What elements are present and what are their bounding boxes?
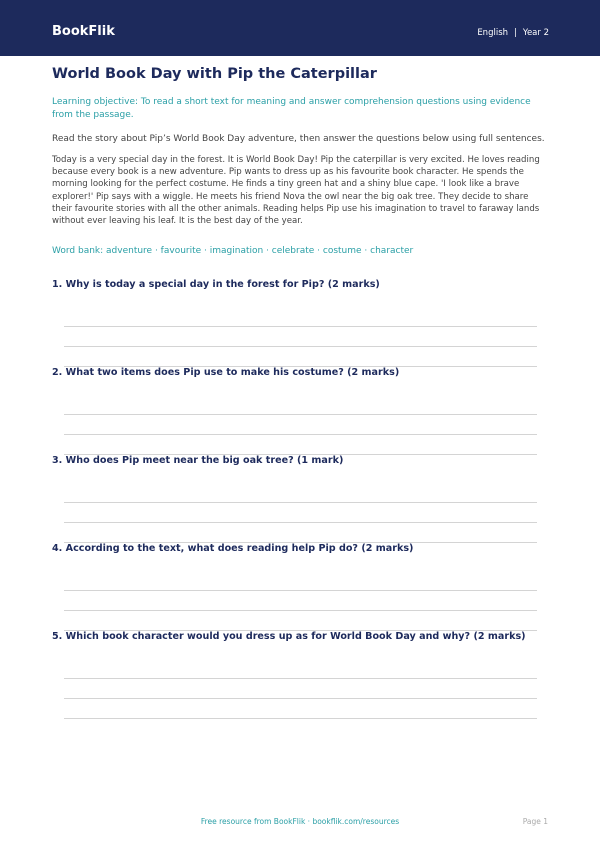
word-bank: Word bank: adventure · favourite · imagination · celebrate · costume · character	[52, 246, 414, 256]
learning-objective: Learning objective: To read a short text for meaning and answer comprehension questions using evidence from the passage.	[52, 97, 531, 120]
answer-line[interactable]	[64, 522, 537, 523]
story-passage: Today is a very special day in the forest. It is World Book Day! Pip the caterpillar is very excited. He loves reading because every book is a new adventure. Pip wants to dress up as his favourite book character. He spends the morning looking for the perfect costume. He finds a tiny green hat and a shiny blue cape. 'I look like a brave explorer!' Pip says with a wiggle. He meets his friend Nova the owl near the big oak tree. They decide to share their favourite stories with all the other animals. Reading helps Pip use his imagination to travel to faraway lands without ever leaving his leaf. It is the best day of the year.	[52, 155, 540, 227]
answer-line[interactable]	[64, 502, 537, 503]
answer-line[interactable]	[64, 346, 537, 347]
question-4: 4. According to the text, what does reading help Pip do? (2 marks)	[52, 543, 414, 554]
intro-text: Read the story about Pip’s World Book Day adventure, then answer the questions below using full sentences.	[52, 134, 545, 144]
answer-line[interactable]	[64, 434, 537, 435]
question-2: 2. What two items does Pip use to make his costume? (2 marks)	[52, 367, 400, 378]
question-1: 1. Why is today a special day in the forest for Pip? (2 marks)	[52, 279, 380, 290]
page-number: Page 1	[522, 817, 548, 826]
question-5: 5. Which book character would you dress up as for World Book Day and why? (2 marks)	[52, 631, 526, 642]
meta-separator: |	[514, 28, 517, 38]
answer-line[interactable]	[64, 326, 537, 327]
answer-line[interactable]	[64, 718, 537, 719]
question-3: 3. Who does Pip meet near the big oak tree? (1 mark)	[52, 455, 344, 466]
answer-line[interactable]	[64, 610, 537, 611]
page-title: World Book Day with Pip the Caterpillar	[52, 66, 377, 82]
year-label: Year 2	[522, 28, 549, 38]
footer-link[interactable]: Free resource from BookFlik · bookflik.com/resources	[200, 817, 400, 826]
answer-line[interactable]	[64, 698, 537, 699]
answer-line[interactable]	[64, 678, 537, 679]
header-meta	[477, 28, 549, 38]
answer-line[interactable]	[64, 590, 537, 591]
answer-line[interactable]	[64, 414, 537, 415]
subject-label: English	[477, 28, 509, 38]
brand-logo[interactable]: BookFlik	[52, 24, 115, 39]
header-bar	[0, 0, 600, 56]
